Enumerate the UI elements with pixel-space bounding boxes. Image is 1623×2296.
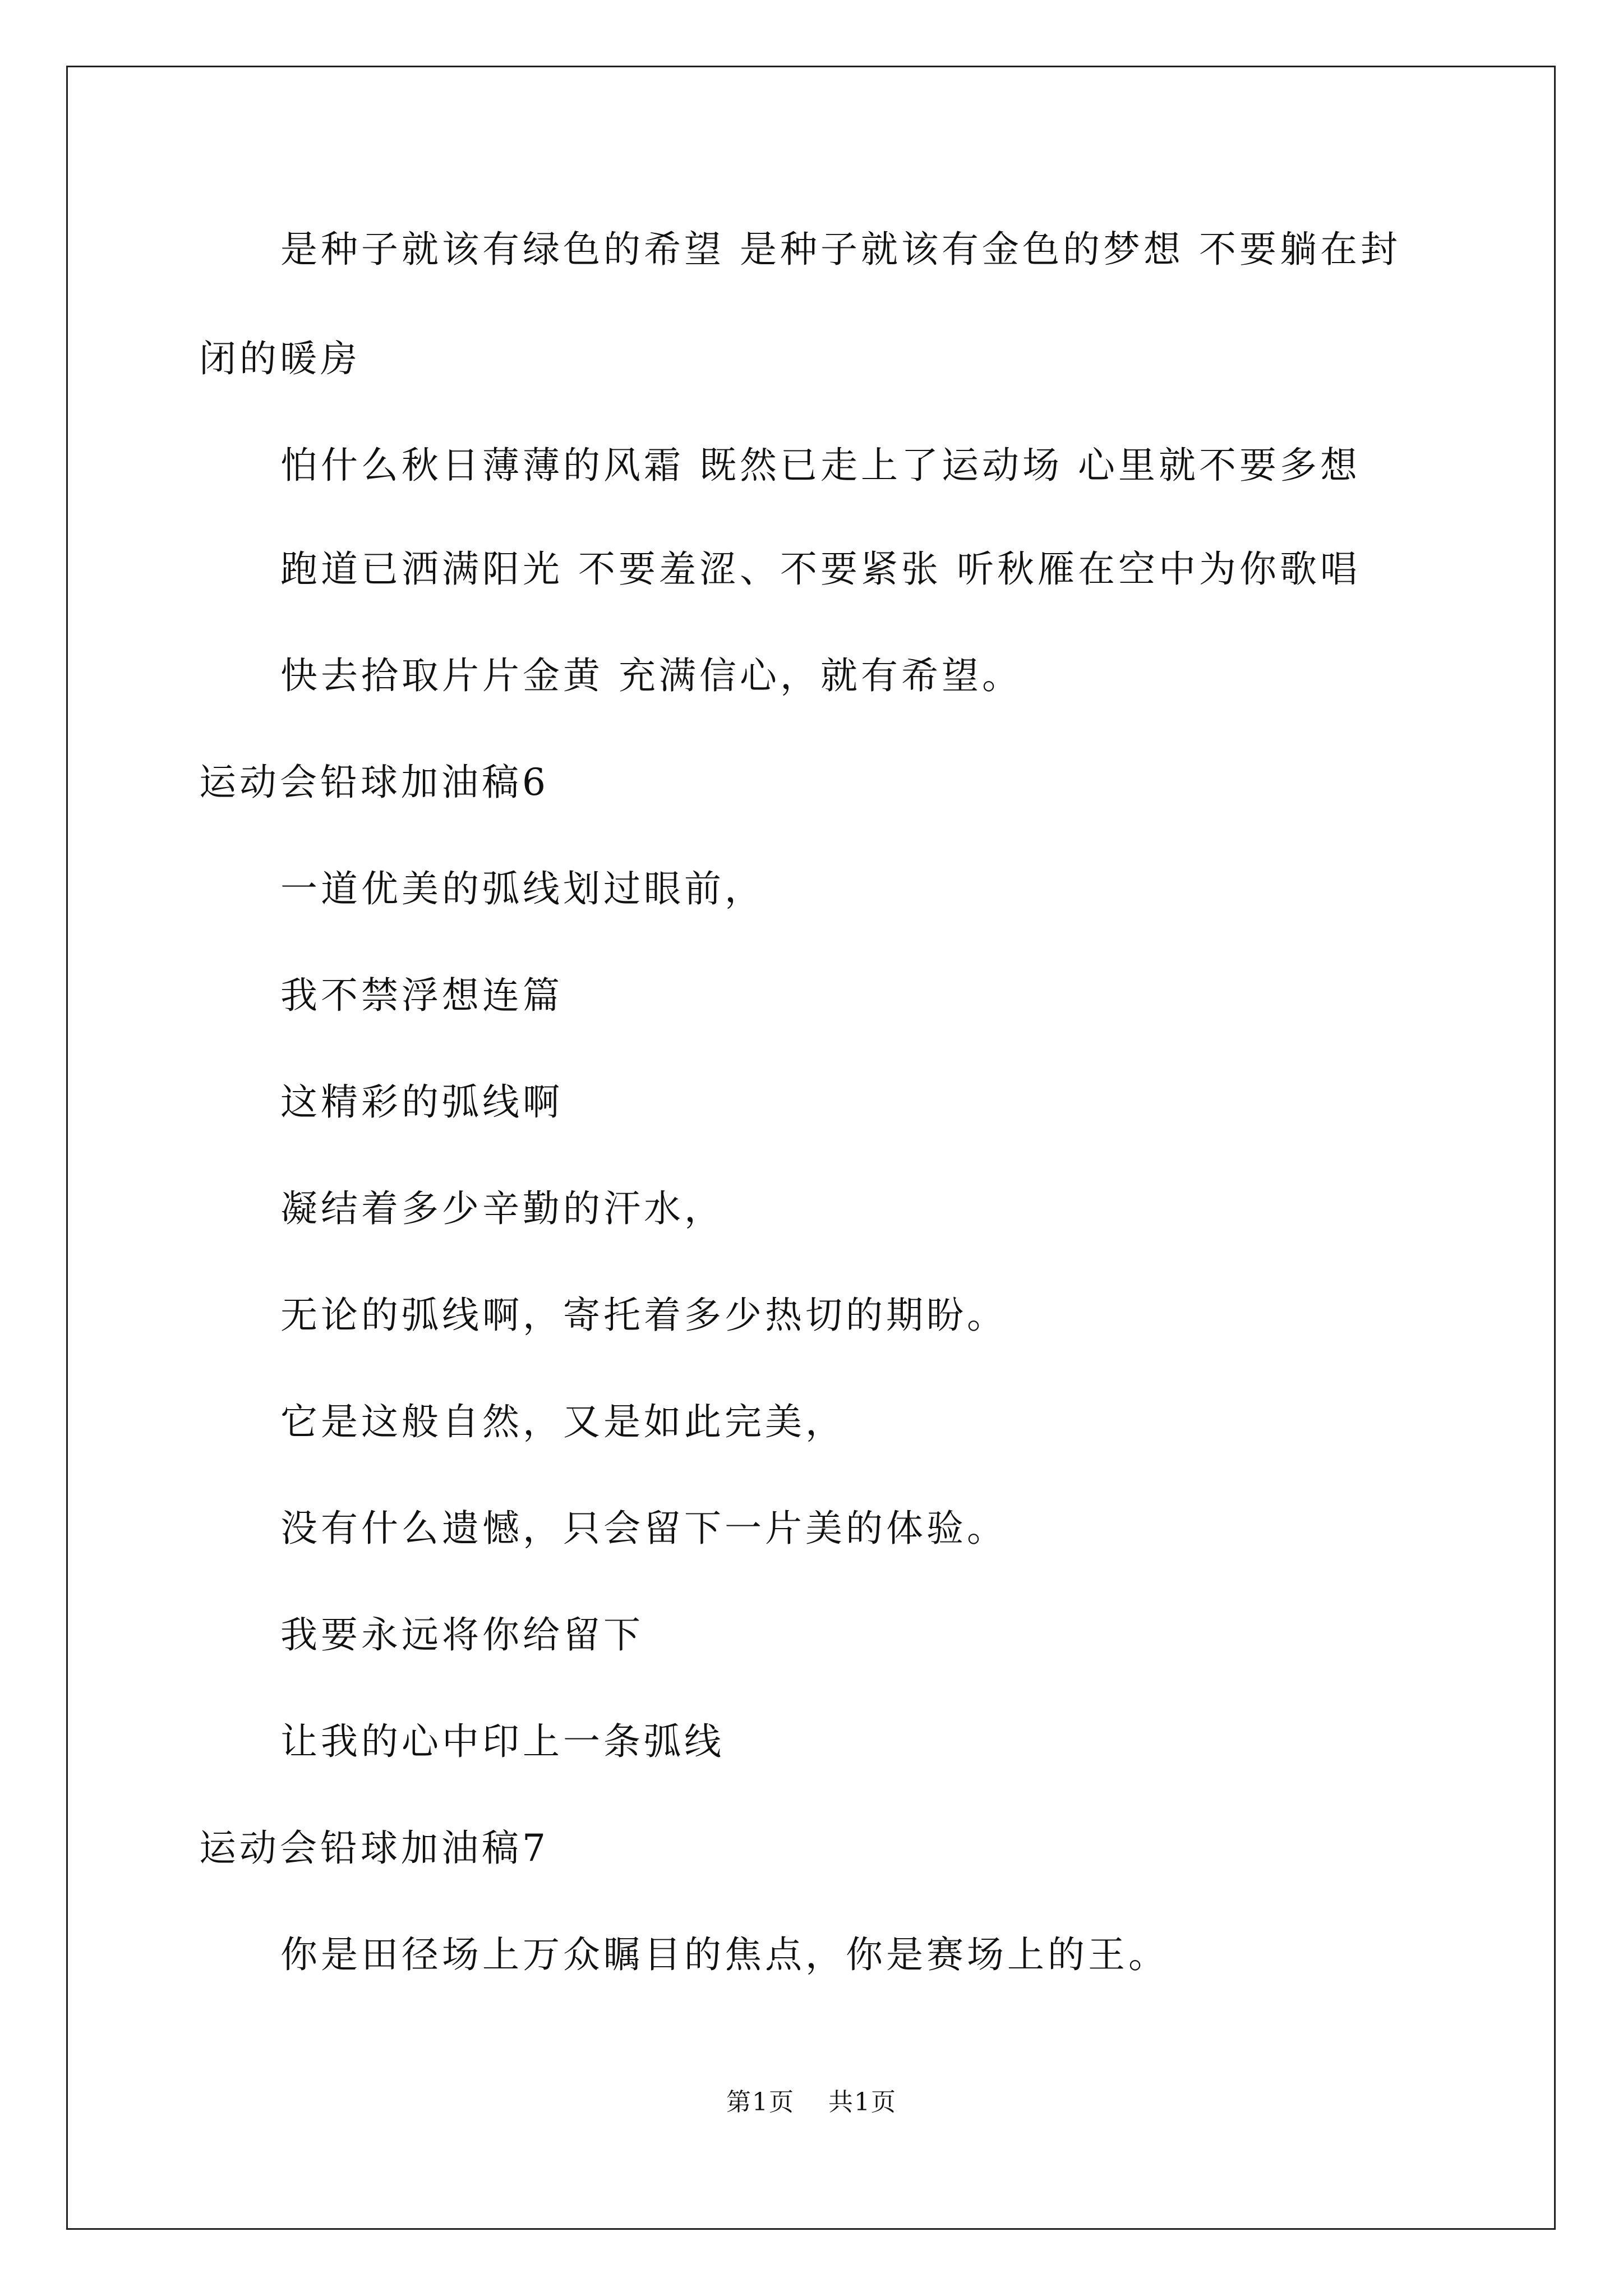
paragraph-line: 是种子就该有绿色的希望 是种子就该有金色的梦想 不要躺在封 — [280, 228, 1401, 271]
paragraph-line: 跑道已洒满阳光 不要羞涩、不要紧张 听秋雁在空中为你歌唱 — [280, 547, 1361, 591]
paragraph-line: 没有什么遗憾，只会留下一片美的体验。 — [280, 1507, 1007, 1550]
page-number: 第1页 — [726, 2088, 795, 2116]
section-heading: 运动会铅球加油稿7 — [199, 1826, 549, 1870]
paragraph-line: 让我的心中印上一条弧线 — [280, 1720, 725, 1763]
page-border — [66, 66, 1556, 2230]
paragraph-line: 它是这般自然，又是如此完美， — [280, 1400, 846, 1443]
section-heading: 运动会铅球加油稿6 — [199, 761, 549, 804]
paragraph-line: 快去拾取片片金黄 充满信心，就有希望。 — [280, 654, 1022, 697]
page-footer — [0, 2087, 1623, 2118]
paragraph-line: 一道优美的弧线划过眼前， — [280, 867, 765, 910]
paragraph-line: 这精彩的弧线啊 — [280, 1080, 563, 1124]
paragraph-line: 我要永远将你给留下 — [280, 1613, 644, 1657]
page-total: 共1页 — [828, 2088, 897, 2116]
paragraph-line: 凝结着多少辛勤的汗水， — [280, 1187, 725, 1230]
paragraph-line: 你是田径场上万众瞩目的焦点，你是赛场上的王。 — [280, 1933, 1169, 1976]
paragraph-line: 怕什么秋日薄薄的风霜 既然已走上了运动场 心里就不要多想 — [280, 444, 1361, 487]
paragraph-line: 无论的弧线啊，寄托着多少热切的期盼。 — [280, 1294, 1007, 1337]
paragraph-line: 我不禁浮想连篇 — [280, 974, 563, 1017]
paragraph-line: 闭的暖房 — [199, 337, 361, 380]
